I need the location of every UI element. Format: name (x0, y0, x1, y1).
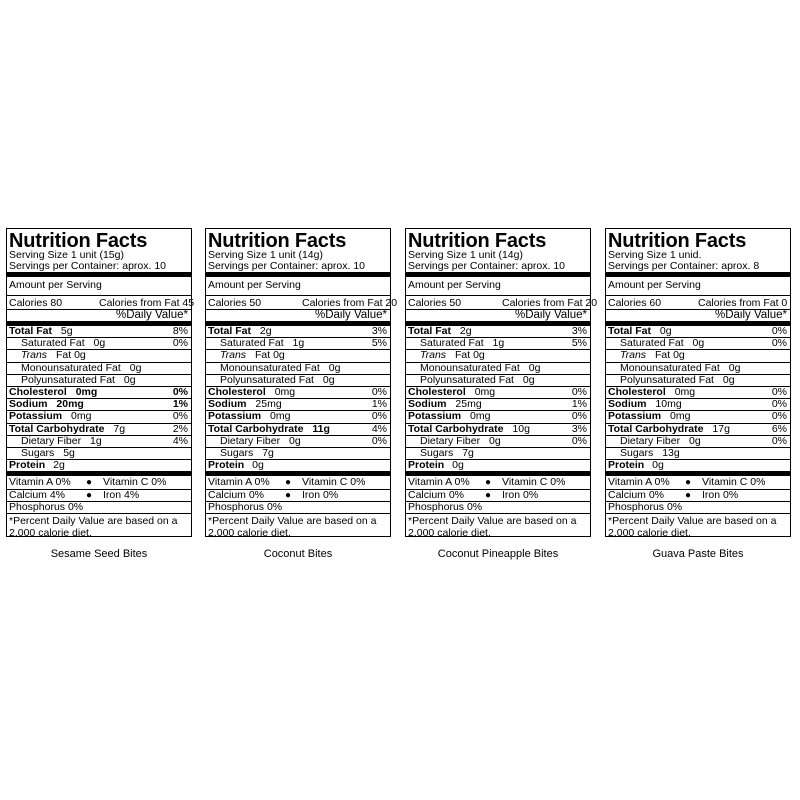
nutrient-daily-value: 4% (172, 434, 188, 447)
phosphorus: Phosphorus 0% (7, 501, 191, 513)
nutrient-row (7, 321, 191, 337)
bullet-icon: ● (86, 489, 93, 501)
nutrient-row (406, 349, 590, 361)
nutrient-name: Sodium (608, 398, 647, 411)
calories: Calories 50 (408, 296, 462, 309)
nutrient-amount: 2g (459, 325, 472, 338)
servings-per-container: Servings per Container: aprox. 10 (408, 260, 566, 273)
nutrient-row (206, 447, 390, 459)
protein-label: Protein (9, 459, 46, 472)
amount-per-serving: Amount per Serving (606, 272, 790, 294)
nutrient-row (606, 447, 790, 459)
calories-from-fat: Calories from Fat 20 (302, 296, 398, 309)
nutrient-name: Sugars (21, 447, 55, 460)
nutrient-name: Dietary Fiber (220, 434, 281, 447)
calories: Calories 60 (608, 296, 662, 309)
nutrient-amount: 0g (489, 434, 501, 447)
protein-label: Protein (208, 459, 245, 472)
nutrient-row (606, 321, 790, 337)
panel-title: Nutrition Facts (208, 230, 347, 252)
nutrient-name: Dietary Fiber (420, 434, 481, 447)
footnote: *Percent Daily Value are based on a 2,000 calorie diet. (606, 513, 790, 541)
calories-from-fat: Calories from Fat 20 (502, 296, 598, 309)
nutrient-amount: 0mg (274, 386, 296, 399)
protein-label: Protein (408, 459, 445, 472)
nutrient-amount: 0g (728, 361, 741, 374)
nutrient-row (7, 447, 191, 459)
nutrient-name: Monounsaturated Fat (420, 361, 520, 374)
nutrient-row (406, 435, 590, 447)
nutrient-name: Total Fat (608, 325, 651, 338)
nutrient-amount: 10mg (655, 398, 682, 411)
nutrient-daily-value: 0% (371, 410, 387, 423)
serving-size: Serving Size 1 unid. (608, 249, 702, 261)
nutrient-amount: 10g (512, 422, 530, 435)
vitamins-row (7, 471, 191, 488)
nutrient-amount: 0g (123, 373, 136, 386)
nutrient-name: Potassium (608, 410, 662, 423)
nutrient-daily-value: 6% (771, 422, 787, 435)
nutrient-amount: 7g (462, 447, 474, 460)
calories: Calories 50 (208, 296, 262, 309)
nutrient-daily-value: 3% (571, 325, 587, 338)
nutrient-row (206, 435, 390, 447)
nutrient-row (406, 398, 590, 410)
nutrient-amount: 0mg (474, 386, 496, 399)
nutrient-amount: 0g (692, 337, 705, 350)
panel-title: Nutrition Facts (608, 230, 747, 252)
nutrient-daily-value: 0% (771, 325, 787, 338)
phosphorus: Phosphorus 0% (606, 501, 790, 513)
nutrient-row (206, 398, 390, 410)
nutrient-amount: 1g (292, 337, 305, 350)
nutrient-daily-value: 3% (371, 325, 387, 338)
nutrient-row (7, 410, 191, 422)
nutrient-name: Total Fat (408, 325, 451, 338)
nutrient-amount: 0mg (674, 386, 696, 399)
nutrient-row (206, 362, 390, 374)
bullet-icon: ● (685, 477, 692, 489)
nutrient-daily-value: 5% (371, 337, 387, 350)
calories-row (606, 295, 790, 309)
nutrient-name: Saturated Fat (620, 337, 684, 350)
daily-value-header: %Daily Value* (7, 309, 191, 321)
nutrient-daily-value: 0% (571, 434, 587, 447)
nutrient-row (406, 362, 590, 374)
nutrient-daily-value: 5% (571, 337, 587, 350)
nutrient-daily-value: 1% (172, 398, 188, 411)
nutrient-name: Dietary Fiber (620, 434, 681, 447)
nutrient-daily-value: 2% (172, 422, 188, 435)
nutrient-name: Trans (420, 349, 447, 362)
calcium: Calcium 0% (208, 488, 265, 501)
servings-per-container: Servings per Container: aprox. 8 (608, 260, 760, 273)
nutrition-facts-panel (405, 228, 598, 539)
nutrient-row (7, 374, 191, 386)
calcium: Calcium 0% (608, 488, 665, 501)
nutrient-name: Cholesterol (9, 386, 67, 399)
nutrient-row (406, 374, 590, 386)
nutrient-daily-value: 0% (371, 386, 387, 399)
vitamin-a: Vitamin A 0% (608, 476, 670, 489)
nutrient-daily-value: 0% (371, 434, 387, 447)
nutrient-row (606, 410, 790, 422)
nutrient-row (406, 410, 590, 422)
nutrient-name: Trans (220, 349, 247, 362)
product-label: Coconut Pineapple Bites (437, 548, 559, 560)
nutrient-row (206, 386, 390, 398)
vitamins-row (606, 471, 790, 488)
serving-size: Serving Size 1 unit (15g) (9, 249, 124, 261)
nutrient-name: Polyunsaturated Fat (220, 373, 314, 386)
nutrient-name: Sugars (620, 447, 654, 460)
iron: Iron 0% (702, 488, 739, 501)
vitamin-a: Vitamin A 0% (9, 476, 71, 489)
amount-per-serving: Amount per Serving (206, 272, 390, 294)
iron: Iron 0% (502, 488, 539, 501)
nutrient-row (606, 374, 790, 386)
minerals-row (406, 489, 590, 501)
protein-row (7, 459, 191, 471)
nutrient-daily-value: 1% (571, 398, 587, 411)
footnote: *Percent Daily Value are based on a 2,000 calorie diet. (206, 513, 390, 541)
calories-row (206, 295, 398, 309)
nutrient-amount: 0mg (75, 386, 98, 399)
footnote: *Percent Daily Value are based on a 2,000 calorie diet. (7, 513, 191, 541)
nutrient-name: Sodium (9, 398, 48, 411)
nutrition-facts-panel (605, 228, 791, 537)
protein-row (406, 459, 590, 471)
nutrient-amount: Fat 0g (254, 349, 285, 362)
nutrient-name: Cholesterol (208, 386, 266, 399)
nutrient-row (206, 423, 390, 435)
nutrient-row (7, 398, 191, 410)
calories-from-fat: Calories from Fat 45 (99, 296, 195, 309)
minerals-row (606, 489, 790, 501)
product-label: Coconut Bites (263, 548, 333, 560)
nutrient-amount: 1g (492, 337, 505, 350)
nutrient-row (406, 337, 590, 349)
minerals-row (7, 489, 191, 501)
nutrient-name: Sodium (208, 398, 247, 411)
protein-row (606, 459, 790, 471)
nutrient-row (406, 386, 590, 398)
nutrient-name: Potassium (408, 410, 462, 423)
nutrient-daily-value: 0% (771, 410, 787, 423)
nutrient-daily-value: 4% (371, 422, 387, 435)
nutrient-name: Cholesterol (608, 386, 666, 399)
bullet-icon: ● (86, 477, 93, 489)
nutrient-row (406, 423, 590, 435)
vitamin-c: Vitamin C 0% (302, 476, 366, 489)
nutrient-amount: 5g (63, 447, 75, 460)
nutrient-amount: 0g (659, 325, 672, 338)
nutrient-row (206, 374, 390, 386)
calories-row (406, 295, 598, 309)
nutrient-amount: 0mg (71, 410, 92, 423)
protein-amount: 0g (452, 459, 464, 472)
nutrient-name: Monounsaturated Fat (620, 361, 720, 374)
nutrient-amount: 0mg (470, 410, 491, 423)
nutrient-amount: 0g (129, 361, 142, 374)
nutrient-name: Polyunsaturated Fat (420, 373, 514, 386)
nutrient-name: Sodium (408, 398, 447, 411)
serving-size: Serving Size 1 unit (14g) (408, 249, 523, 261)
nutrient-row (206, 410, 390, 422)
nutrient-amount: Fat 0g (55, 349, 86, 362)
nutrient-name: Sugars (220, 447, 254, 460)
nutrient-row (606, 435, 790, 447)
nutrient-row (7, 337, 191, 349)
vitamin-c: Vitamin C 0% (702, 476, 766, 489)
minerals-row (206, 489, 390, 501)
nutrient-amount: 0g (689, 434, 701, 447)
nutrient-row (206, 321, 390, 337)
bullet-icon: ● (285, 477, 292, 489)
protein-amount: 0g (252, 459, 264, 472)
nutrient-amount: 17g (712, 422, 730, 435)
nutrient-name: Total Fat (9, 325, 52, 338)
nutrient-row (7, 349, 191, 361)
product-label: Guava Paste Bites (652, 548, 744, 560)
vitamins-row (406, 471, 590, 488)
bullet-icon: ● (485, 477, 492, 489)
servings-per-container: Servings per Container: aprox. 10 (9, 260, 167, 273)
panel-title: Nutrition Facts (408, 230, 547, 252)
bullet-icon: ● (285, 489, 292, 501)
iron: Iron 4% (103, 488, 140, 501)
calories: Calories 80 (9, 296, 63, 309)
nutrient-amount: 0g (522, 373, 535, 386)
panel-title: Nutrition Facts (9, 230, 148, 252)
nutrient-amount: 0g (289, 434, 301, 447)
nutrient-name: Saturated Fat (220, 337, 284, 350)
serving-size: Serving Size 1 unit (14g) (208, 249, 323, 261)
phosphorus: Phosphorus 0% (406, 501, 590, 513)
nutrient-row (206, 337, 390, 349)
nutrient-row (206, 349, 390, 361)
nutrient-name: Polyunsaturated Fat (21, 373, 115, 386)
nutrient-name: Trans (21, 349, 48, 362)
nutrient-row (7, 423, 191, 435)
nutrient-amount: Fat 0g (654, 349, 685, 362)
product-label: Sesame Seed Bites (50, 548, 148, 560)
nutrient-amount: 20mg (56, 398, 84, 411)
phosphorus: Phosphorus 0% (206, 501, 390, 513)
nutrient-amount: 25mg (455, 398, 482, 411)
bullet-icon: ● (485, 489, 492, 501)
nutrition-facts-panel (205, 228, 398, 539)
daily-value-header: %Daily Value* (206, 309, 390, 321)
nutrient-row (606, 423, 790, 435)
footnote: *Percent Daily Value are based on a 2,000 calorie diet. (406, 513, 590, 541)
nutrient-daily-value: 0% (771, 337, 787, 350)
amount-per-serving: Amount per Serving (406, 272, 590, 294)
vitamins-row (206, 471, 390, 488)
nutrient-amount: 0g (528, 361, 541, 374)
nutrient-amount: 1g (90, 434, 102, 447)
nutrient-name: Potassium (208, 410, 262, 423)
nutrient-daily-value: 0% (172, 386, 188, 399)
nutrient-row (606, 349, 790, 361)
nutrient-name: Total Carbohydrate (208, 422, 304, 435)
vitamin-c: Vitamin C 0% (103, 476, 167, 489)
nutrient-daily-value: 1% (371, 398, 387, 411)
nutrient-amount: 0g (722, 373, 735, 386)
iron: Iron 0% (302, 488, 339, 501)
nutrient-row (7, 386, 191, 398)
nutrient-daily-value: 0% (771, 434, 787, 447)
nutrient-daily-value: 0% (771, 398, 787, 411)
nutrient-amount: 11g (312, 422, 330, 435)
nutrient-daily-value: 0% (172, 410, 188, 423)
nutrient-amount: 0g (328, 361, 341, 374)
calcium: Calcium 4% (9, 488, 66, 501)
calories-from-fat: Calories from Fat 0 (698, 296, 788, 309)
nutrient-name: Trans (620, 349, 647, 362)
nutrient-name: Dietary Fiber (21, 434, 82, 447)
vitamin-c: Vitamin C 0% (502, 476, 566, 489)
servings-per-container: Servings per Container: aprox. 10 (208, 260, 366, 273)
nutrient-daily-value: 0% (172, 337, 188, 350)
amount-per-serving: Amount per Serving (7, 272, 191, 294)
bullet-icon: ● (685, 489, 692, 501)
nutrient-name: Total Carbohydrate (408, 422, 504, 435)
nutrient-daily-value: 0% (571, 410, 587, 423)
nutrient-amount: 0g (322, 373, 335, 386)
nutrient-name: Saturated Fat (21, 337, 85, 350)
nutrient-amount: 0mg (270, 410, 291, 423)
nutrient-amount: 13g (662, 447, 680, 460)
nutrient-amount: 0g (93, 337, 106, 350)
nutrient-daily-value: 8% (172, 325, 188, 338)
nutrient-amount: 0mg (670, 410, 691, 423)
calcium: Calcium 0% (408, 488, 465, 501)
nutrition-facts-panel (6, 228, 195, 539)
nutrient-name: Saturated Fat (420, 337, 484, 350)
nutrient-name: Total Carbohydrate (9, 422, 105, 435)
nutrient-amount: 25mg (255, 398, 282, 411)
nutrient-daily-value: 0% (571, 386, 587, 399)
nutrient-name: Sugars (420, 447, 454, 460)
nutrient-amount: 7g (262, 447, 274, 460)
nutrient-name: Monounsaturated Fat (220, 361, 320, 374)
nutrient-row (606, 386, 790, 398)
nutrient-name: Cholesterol (408, 386, 466, 399)
nutrient-row (606, 362, 790, 374)
nutrient-name: Total Fat (208, 325, 251, 338)
nutrient-row (7, 435, 191, 447)
nutrient-row (606, 398, 790, 410)
vitamin-a: Vitamin A 0% (208, 476, 270, 489)
nutrient-name: Polyunsaturated Fat (620, 373, 714, 386)
nutrient-amount: 7g (113, 422, 126, 435)
daily-value-header: %Daily Value* (606, 309, 790, 321)
nutrient-daily-value: 3% (571, 422, 587, 435)
nutrient-row (606, 337, 790, 349)
daily-value-header: %Daily Value* (406, 309, 590, 321)
nutrient-row (406, 321, 590, 337)
nutrient-amount: 5g (60, 325, 73, 338)
vitamin-a: Vitamin A 0% (408, 476, 470, 489)
nutrient-name: Monounsaturated Fat (21, 361, 121, 374)
nutrient-daily-value: 0% (771, 386, 787, 399)
nutrient-amount: Fat 0g (454, 349, 485, 362)
protein-row (206, 459, 390, 471)
nutrient-name: Potassium (9, 410, 63, 423)
nutrient-row (7, 362, 191, 374)
calories-row (7, 295, 195, 309)
nutrient-row (406, 447, 590, 459)
nutrient-name: Total Carbohydrate (608, 422, 704, 435)
protein-amount: 2g (53, 459, 65, 472)
protein-amount: 0g (652, 459, 664, 472)
protein-label: Protein (608, 459, 645, 472)
nutrient-amount: 2g (259, 325, 272, 338)
